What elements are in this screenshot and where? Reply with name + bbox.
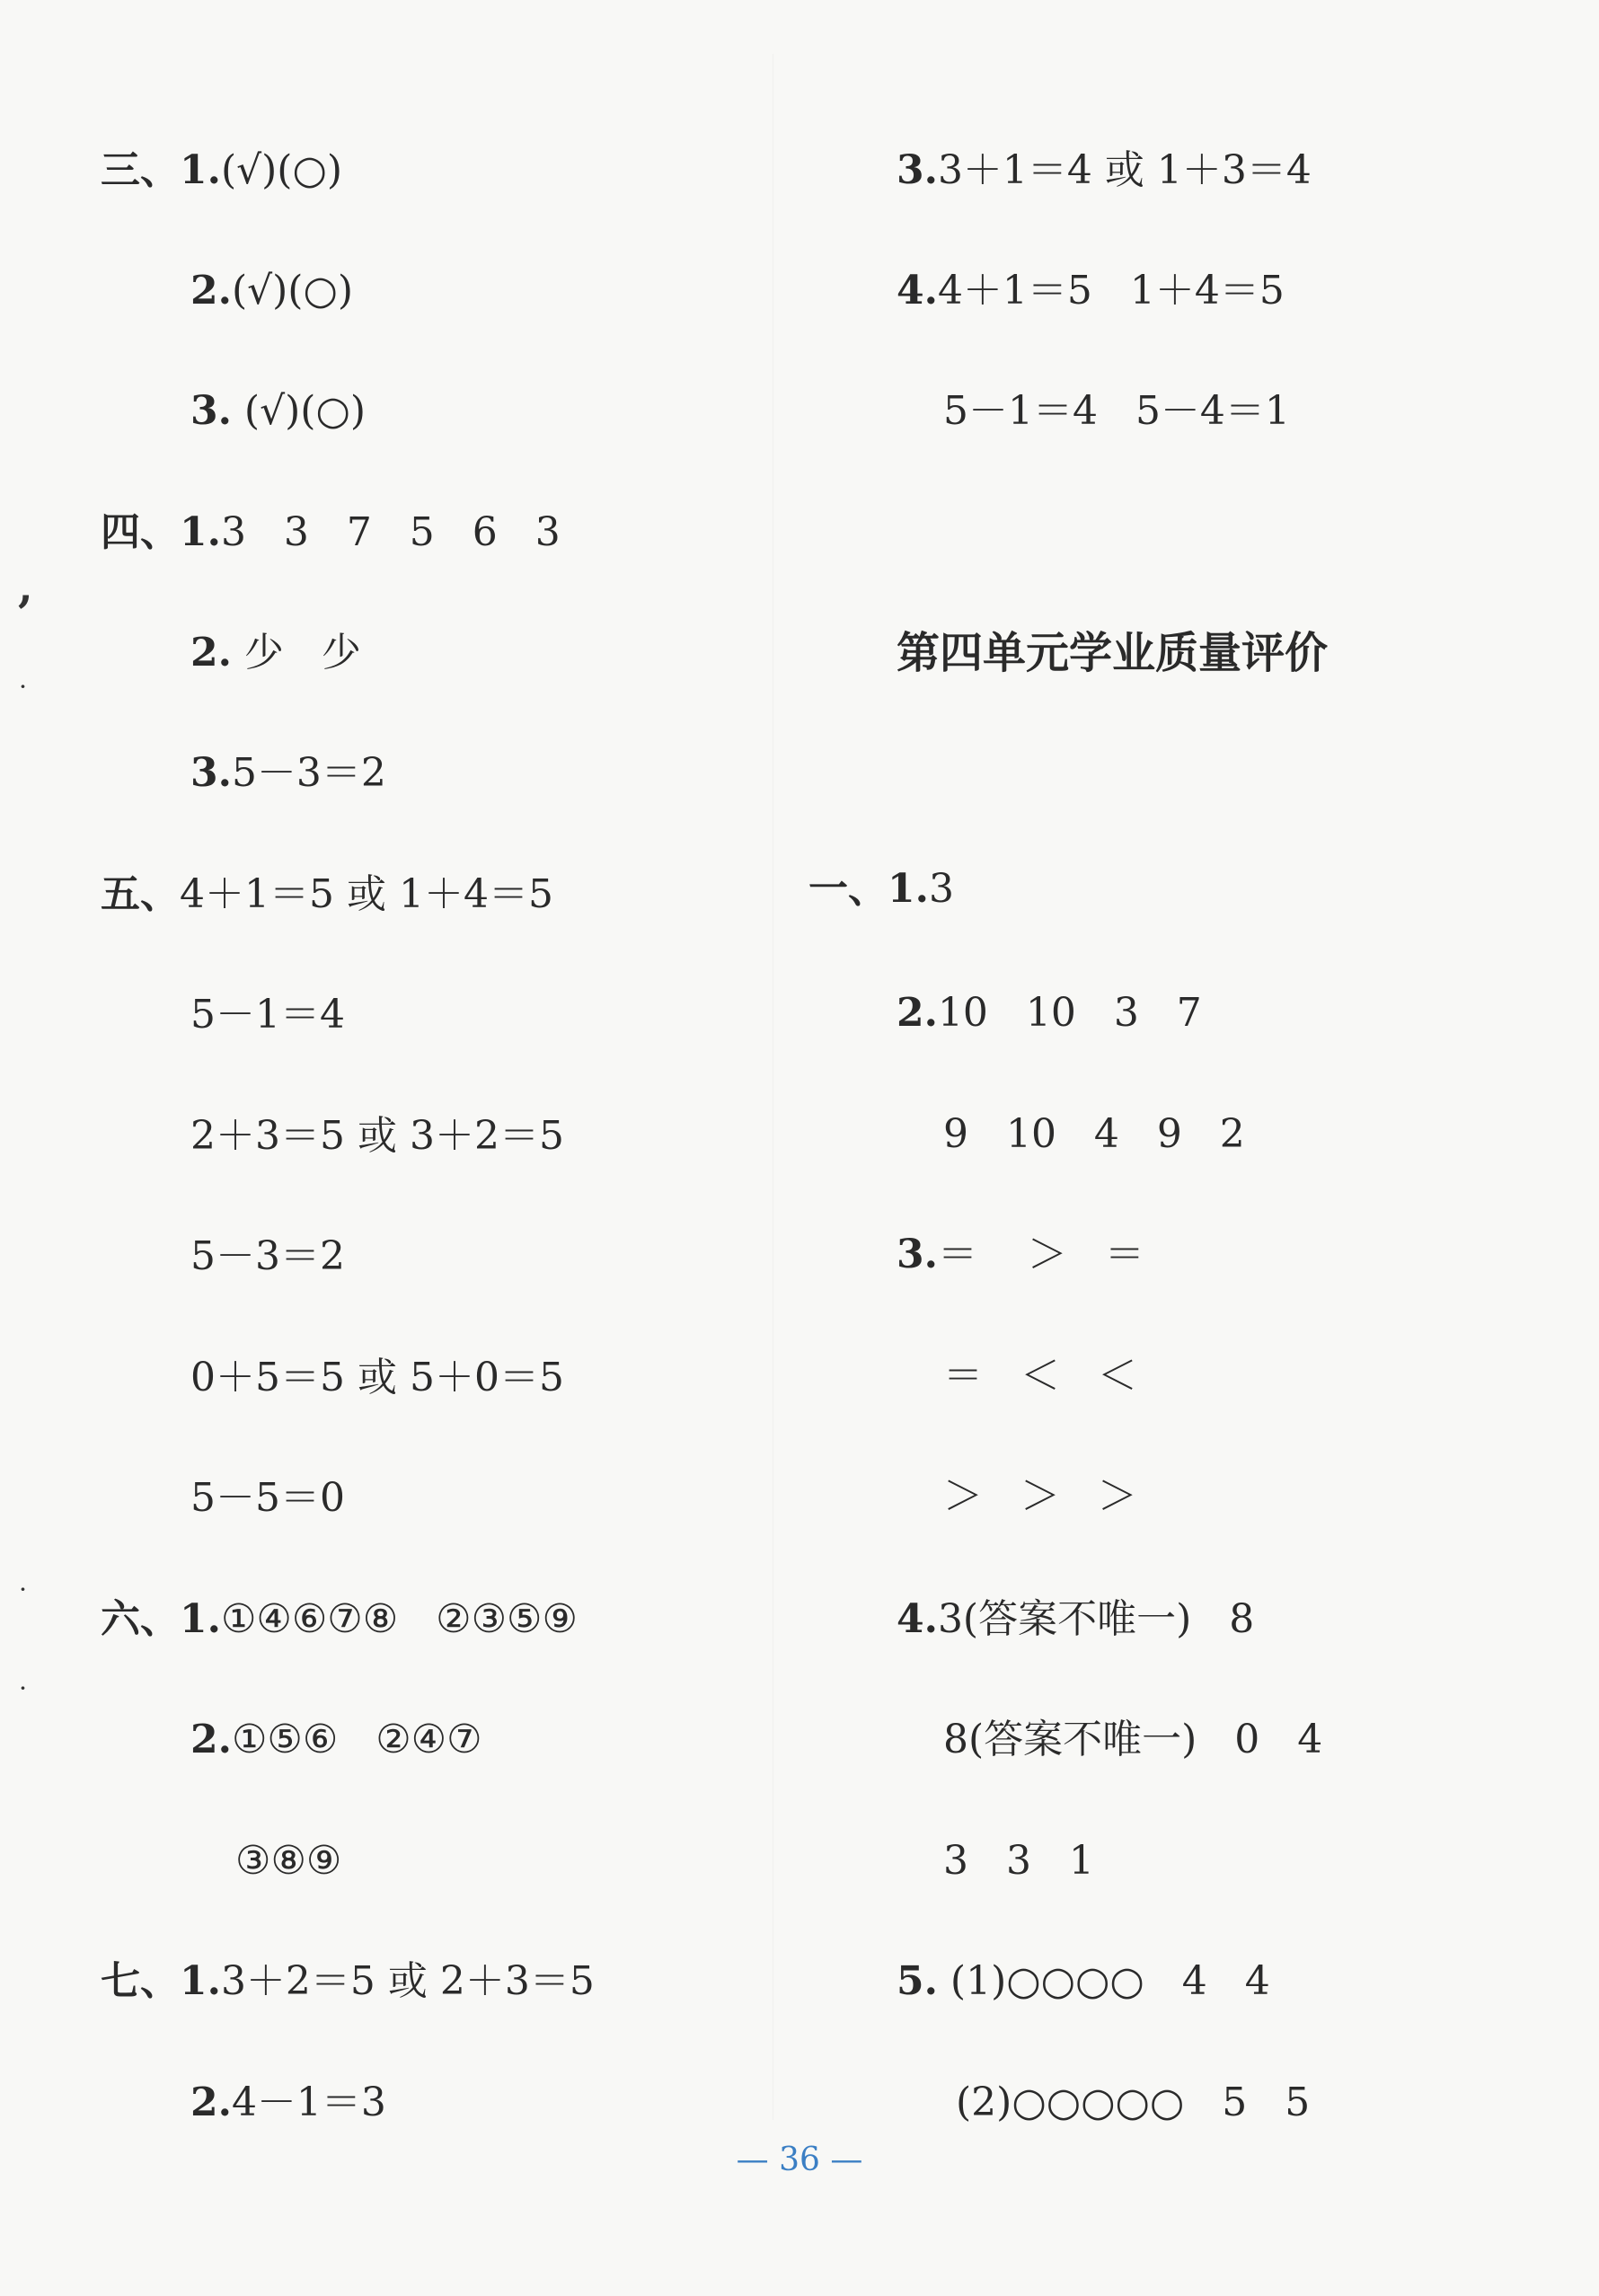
answer-line (190, 626, 361, 680)
answer-text: 3(答案不唯一) 8 (937, 1596, 1255, 1642)
answer-line (943, 384, 1290, 438)
answer-number: 2. (190, 268, 232, 313)
answer-text: ①④⑥⑦⑧ ②③⑤⑨ (220, 1596, 578, 1642)
answer-text: ③⑧⑨ (235, 1838, 342, 1884)
answer-text: 3 3 7 5 6 3 (220, 509, 561, 555)
answer-number: 五、 (101, 871, 180, 917)
answer-line (190, 746, 386, 800)
answer-text: ＝ ＜ ＜ (943, 1353, 1137, 1399)
answer-text: ＞ ＞ ＞ (943, 1473, 1137, 1519)
print-speck: · (20, 676, 26, 697)
print-speck: · (20, 1677, 26, 1699)
answer-text: 5－1＝4 (190, 992, 345, 1038)
answer-line (190, 2076, 386, 2130)
answer-line (190, 1471, 345, 1525)
answer-line (956, 2076, 1310, 2130)
answer-line (808, 862, 954, 916)
answer-text: 5－5＝0 (190, 1475, 345, 1521)
answer-number: 3. (897, 147, 938, 193)
answer-line (101, 1955, 595, 2009)
answer-line (101, 1593, 578, 1647)
answer-number: 5. (897, 1958, 938, 2004)
page-number: — 36 — (736, 2141, 863, 2178)
answer-text: (1)○○○○ 4 4 (937, 1958, 1270, 2004)
answer-line (943, 1108, 1245, 1161)
answer-line (190, 988, 345, 1042)
answer-text: (√)(○) (220, 147, 343, 193)
answer-text: ①⑤⑥ ②④⑦ (231, 1717, 482, 1762)
answer-text: 5－3＝2 (231, 750, 386, 796)
answer-line (943, 1834, 1094, 1888)
answer-text: 3 (928, 866, 954, 912)
answer-number: 3. (897, 1232, 938, 1277)
answer-number: 2. (897, 990, 938, 1036)
answer-line (897, 1593, 1254, 1647)
answer-text: 8(答案不唯一) 0 4 (943, 1717, 1323, 1762)
answer-text: 2＋3＝5 或 3＋2＝5 (190, 1113, 564, 1159)
answer-line (897, 986, 1202, 1040)
answer-line (101, 144, 342, 198)
answer-text: 5－1＝4 5－4＝1 (943, 388, 1290, 434)
answer-text: ＝ ＞ ＝ (937, 1232, 1144, 1277)
answer-number: 七、1. (101, 1958, 221, 2004)
answer-line (943, 1349, 1137, 1403)
answer-text: 4－1＝3 (231, 2080, 386, 2125)
answer-text: (√)(○) (231, 268, 354, 313)
print-speck: , (18, 562, 33, 613)
answer-text: (2)○○○○○ 5 5 (956, 2080, 1311, 2125)
answer-text: 9 10 4 9 2 (943, 1111, 1245, 1157)
answer-number: 2. (190, 1717, 232, 1762)
answer-number: 2. (190, 630, 232, 676)
answer-text: 4＋1＝5 1＋4＝5 (937, 268, 1285, 313)
answer-number: 2. (190, 2080, 232, 2125)
answer-text: (√)(○) (231, 388, 367, 434)
section-heading: 第四单元学业质量评价 (897, 628, 1329, 678)
answer-line (101, 506, 561, 560)
answer-line (943, 1470, 1137, 1523)
answer-text: 3 3 1 (943, 1838, 1094, 1884)
answer-line (943, 1713, 1322, 1767)
answer-number: 4. (897, 1596, 938, 1642)
answer-line (190, 1713, 482, 1767)
answer-line (190, 264, 353, 318)
answer-text: 4＋1＝5 或 1＋4＝5 (180, 871, 553, 917)
answer-number: 一、1. (808, 866, 929, 912)
answer-line (897, 1228, 1144, 1282)
answer-line (190, 384, 366, 438)
answer-number: 六、1. (101, 1596, 221, 1642)
answer-line (190, 1230, 345, 1284)
answer-line (101, 868, 553, 922)
print-speck: · (20, 1578, 26, 1600)
answer-line (235, 1834, 341, 1888)
answer-text: 3＋2＝5 或 2＋3＝5 (220, 1958, 595, 2004)
answer-number: 3. (190, 750, 232, 796)
answer-text: 少 少 (231, 630, 361, 676)
answer-number: 三、1. (101, 147, 221, 193)
answer-text: 3＋1＝4 或 1＋3＝4 (937, 147, 1312, 193)
answer-number: 四、1. (101, 509, 221, 555)
answer-number: 3. (190, 388, 232, 434)
answer-line (897, 264, 1285, 318)
answer-text: 10 10 3 7 (937, 990, 1202, 1036)
answer-number: 4. (897, 268, 938, 313)
answer-text: 5－3＝2 (190, 1233, 345, 1279)
answer-line (190, 1351, 564, 1405)
answer-line (190, 1109, 564, 1163)
answer-text: 0＋5＝5 或 5＋0＝5 (190, 1355, 564, 1400)
answer-line (897, 144, 1312, 198)
answer-line (897, 1955, 1270, 2009)
